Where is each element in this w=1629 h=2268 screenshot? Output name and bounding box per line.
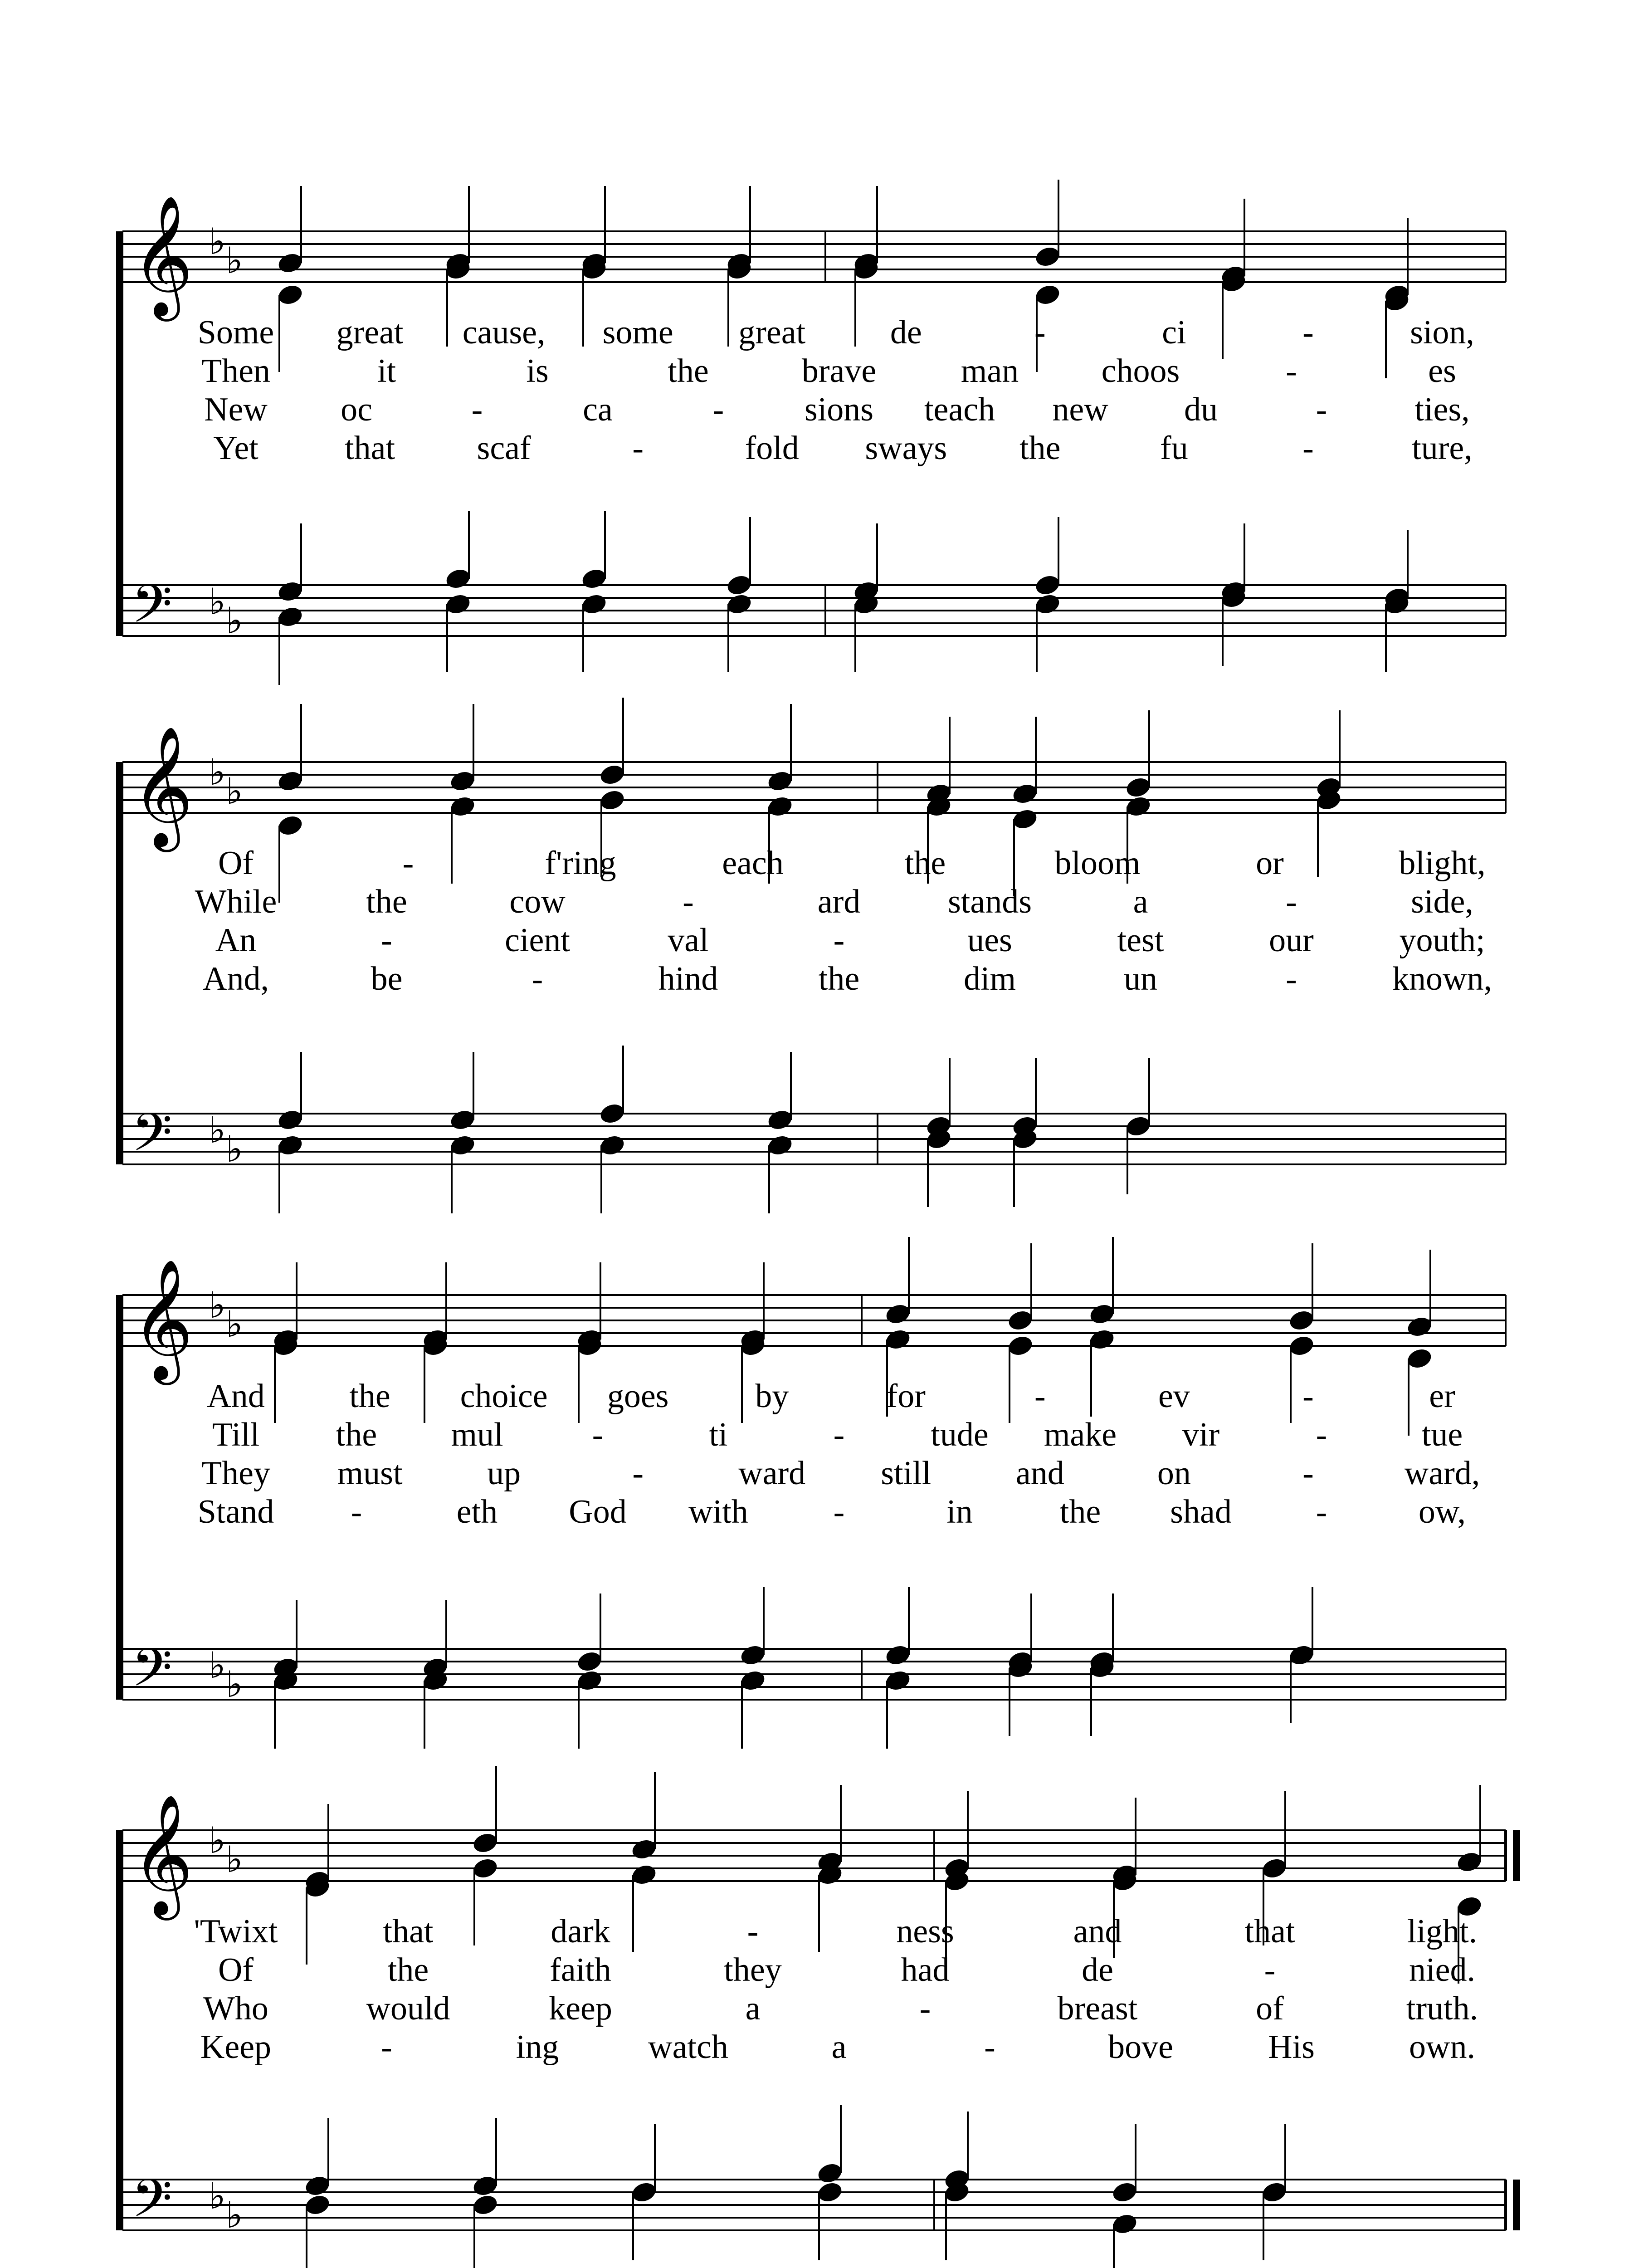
lyric-syllable: God — [569, 1493, 627, 1530]
note-head — [598, 1133, 626, 1157]
flat-icon: ♭ — [226, 600, 243, 642]
lyric-syllable: a — [831, 2028, 847, 2066]
lyric-syllable: would — [366, 1990, 450, 2027]
lyric-syllable: ow, — [1418, 1493, 1466, 1530]
lyric-syllable: - — [1302, 1455, 1314, 1492]
lyric-syllable: - — [1286, 960, 1297, 997]
lyric-syllable: ing — [516, 2028, 559, 2066]
lyric-syllable: keep — [549, 1990, 612, 2027]
note-head — [630, 2180, 658, 2204]
lyric-syllable: - — [351, 1493, 362, 1530]
lyric-syllable: - — [402, 845, 414, 882]
bass-clef-icon: 𝄢 — [132, 1637, 173, 1711]
lyric-syllable: f'ring — [545, 845, 616, 882]
lyric-syllable: tude — [931, 1416, 989, 1453]
lyric-syllable: shad — [1170, 1493, 1232, 1530]
lyric-syllable: - — [833, 1416, 845, 1453]
lyric-syllable: dark — [551, 1913, 610, 1950]
system-bracket — [116, 1830, 122, 2230]
lyric-syllable: - — [1264, 1951, 1276, 1989]
lyric-syllable: - — [1316, 1493, 1327, 1530]
lyric-syllable: dim — [963, 960, 1016, 997]
lyric-syllable: ward, — [1404, 1455, 1480, 1492]
lyric-syllable: scaf — [477, 430, 531, 467]
lyric-syllable: side, — [1411, 883, 1473, 920]
lyric-syllable: vir — [1182, 1416, 1220, 1453]
lyric-syllable: - — [1302, 430, 1314, 467]
note-head — [449, 794, 477, 818]
lyric-syllable: ci — [1162, 314, 1186, 351]
lyric-syllable: er — [1429, 1378, 1455, 1415]
note-head — [630, 1837, 658, 1861]
lyric-syllable: that — [383, 1913, 434, 1950]
lyric-syllable: cient — [505, 922, 570, 959]
note-head — [1034, 283, 1062, 307]
final-bar-line — [1513, 1830, 1520, 1881]
lyrics-layer — [194, 314, 1492, 2066]
lyric-syllable: fold — [745, 430, 799, 467]
system-bracket — [116, 1295, 122, 1700]
lyric-syllable: for — [886, 1378, 926, 1415]
lyric-syllable: the — [904, 845, 946, 882]
lyric-syllable: - — [381, 2028, 392, 2066]
lyric-syllable: choos — [1101, 352, 1180, 390]
lyric-syllable: ture, — [1412, 430, 1473, 467]
note-head — [303, 2174, 332, 2198]
note-head — [276, 813, 304, 837]
note-head — [1288, 1643, 1316, 1667]
lyric-syllable: cow — [509, 883, 566, 920]
flat-icon: ♭ — [209, 1819, 226, 1862]
treble-clef-icon: 𝄞 — [132, 1794, 193, 1915]
lyric-syllable: un — [1124, 960, 1157, 997]
lyric-syllable: New — [204, 391, 268, 428]
lyric-syllable: ev — [1158, 1378, 1190, 1415]
note-head — [576, 1649, 604, 1673]
lyric-syllable: breast — [1057, 1990, 1138, 2027]
system-3 — [116, 1237, 1506, 1749]
note-head — [884, 1643, 912, 1667]
lyric-syllable: is — [526, 352, 549, 390]
lyric-syllable: the — [336, 1416, 377, 1453]
lyric-syllable: own. — [1409, 2028, 1475, 2066]
lyric-syllable: brave — [801, 352, 877, 390]
lyric-syllable: or — [1256, 845, 1284, 882]
note-head — [884, 1327, 912, 1351]
music-notation — [116, 180, 1520, 2268]
lyric-syllable: had — [901, 1951, 950, 1989]
lyric-syllable: the — [1059, 1493, 1101, 1530]
lyric-syllable: - — [532, 960, 543, 997]
flat-icon: ♭ — [209, 1109, 226, 1151]
lyric-syllable: - — [683, 883, 694, 920]
note-head — [766, 769, 794, 793]
lyric-syllable: Yet — [213, 430, 258, 467]
note-head — [1011, 807, 1039, 831]
lyric-syllable: make — [1044, 1416, 1117, 1453]
note-head — [276, 283, 304, 307]
lyric-syllable: An — [215, 922, 257, 959]
note-head — [739, 1668, 767, 1692]
note-head — [449, 1108, 477, 1132]
treble-clef-icon: 𝄞 — [132, 1259, 193, 1380]
lyric-syllable: - — [1302, 1378, 1314, 1415]
lyric-syllable: - — [1316, 1416, 1327, 1453]
note-head — [598, 763, 626, 787]
lyric-syllable: nied. — [1409, 1951, 1475, 1989]
system-1 — [116, 180, 1506, 685]
note-head — [1011, 782, 1039, 806]
flat-icon: ♭ — [226, 1663, 243, 1706]
lyric-syllable: bove — [1108, 2028, 1173, 2066]
note-head — [580, 592, 608, 616]
note-head — [816, 2180, 844, 2204]
note-head — [580, 567, 608, 591]
lyric-syllable: the — [1019, 430, 1061, 467]
lyric-syllable: still — [881, 1455, 932, 1492]
lyric-syllable: up — [487, 1455, 521, 1492]
lyric-syllable: - — [712, 391, 724, 428]
note-head — [1405, 1346, 1434, 1370]
lyric-syllable: Some — [197, 314, 274, 351]
lyric-syllable: And — [207, 1378, 265, 1415]
note-head — [276, 1108, 304, 1132]
flat-icon: ♭ — [226, 1838, 243, 1881]
lyric-syllable: eth — [456, 1493, 498, 1530]
note-head — [1034, 592, 1062, 616]
note-head — [276, 769, 304, 793]
note-head — [1405, 1315, 1434, 1339]
note-head — [1288, 1308, 1316, 1332]
lyric-syllable: goes — [607, 1378, 669, 1415]
lyric-syllable: sions — [804, 391, 874, 428]
note-head — [276, 579, 304, 603]
bass-clef-icon: 𝄢 — [132, 574, 173, 648]
note-head — [303, 2193, 332, 2217]
lyric-syllable: And, — [203, 960, 269, 997]
note-head — [630, 1862, 658, 1887]
note-head — [444, 567, 472, 591]
lyric-syllable: light. — [1407, 1913, 1478, 1950]
lyric-syllable: - — [1034, 1378, 1046, 1415]
lyric-syllable: stands — [948, 883, 1032, 920]
flat-icon: ♭ — [209, 2175, 226, 2217]
note-head — [471, 2193, 499, 2217]
note-head — [766, 1108, 794, 1132]
lyric-syllable: man — [961, 352, 1019, 390]
note-head — [471, 1831, 499, 1855]
lyric-syllable: - — [833, 922, 845, 959]
note-head — [471, 1856, 499, 1880]
lyric-syllable: - — [1034, 314, 1046, 351]
note-head — [1006, 1308, 1034, 1332]
lyric-syllable: known, — [1392, 960, 1492, 997]
lyric-syllable: ness — [896, 1913, 954, 1950]
flat-icon: ♭ — [226, 240, 243, 282]
lyric-syllable: du — [1184, 391, 1218, 428]
lyric-syllable: the — [349, 1378, 390, 1415]
flat-icon: ♭ — [209, 581, 226, 623]
note-head — [276, 1133, 304, 1157]
note-head — [1088, 1327, 1116, 1351]
lyric-syllable: - — [471, 391, 483, 428]
note-head — [576, 1668, 604, 1692]
final-bar-line — [1513, 2180, 1520, 2230]
note-head — [1288, 1334, 1316, 1358]
lyric-syllable: that — [345, 430, 395, 467]
lyric-syllable: choice — [460, 1378, 548, 1415]
lyric-syllable: the — [387, 1951, 429, 1989]
lyric-syllable: oc — [341, 391, 372, 428]
flat-icon: ♭ — [226, 2194, 243, 2236]
lyric-syllable: - — [632, 430, 644, 467]
lyric-syllable: 'Twixt — [194, 1913, 278, 1950]
lyric-syllable: sways — [865, 430, 947, 467]
lyric-syllable: bloom — [1054, 845, 1141, 882]
note-head — [766, 1133, 794, 1157]
lyric-syllable: Stand — [197, 1493, 274, 1530]
flat-icon: ♭ — [226, 1128, 243, 1170]
lyric-syllable: faith — [550, 1951, 611, 1989]
note-head — [1111, 2180, 1139, 2204]
note-head — [1124, 1114, 1152, 1138]
flat-icon: ♭ — [209, 751, 226, 793]
lyric-syllable: in — [946, 1493, 973, 1530]
lyric-syllable: val — [668, 922, 709, 959]
lyric-syllable: - — [1316, 391, 1327, 428]
lyric-syllable: be — [371, 960, 403, 997]
lyric-syllable: They — [201, 1455, 271, 1492]
bass-clef-icon: 𝄢 — [132, 1102, 173, 1176]
note-head — [449, 1133, 477, 1157]
lyric-syllable: on — [1157, 1455, 1191, 1492]
lyric-syllable: cause, — [462, 314, 546, 351]
lyric-syllable: mul — [451, 1416, 503, 1453]
lyric-syllable: sion, — [1410, 314, 1474, 351]
note-head — [1088, 1302, 1116, 1326]
lyric-syllable: with — [688, 1493, 748, 1530]
lyric-syllable: of — [1256, 1990, 1284, 2027]
flat-icon: ♭ — [209, 1284, 226, 1326]
lyric-syllable: tue — [1421, 1416, 1463, 1453]
note-head — [739, 1643, 767, 1667]
note-head — [1034, 244, 1062, 269]
lyric-syllable: - — [1302, 314, 1314, 351]
lyric-syllable: Then — [201, 352, 271, 390]
lyric-syllable: de — [1082, 1951, 1113, 1989]
lyric-syllable: Of — [218, 845, 254, 882]
lyric-syllable: Keep — [200, 2028, 272, 2066]
treble-clef-icon: 𝄞 — [132, 195, 193, 316]
system-4 — [116, 1766, 1520, 2268]
flat-icon: ♭ — [226, 770, 243, 812]
note-head — [1006, 1334, 1034, 1358]
lyric-syllable: ca — [583, 391, 613, 428]
note-head — [725, 573, 753, 597]
note-head — [884, 1302, 912, 1326]
note-head — [471, 2174, 499, 2198]
lyric-syllable: and — [1073, 1913, 1122, 1950]
lyric-syllable: ard — [817, 883, 861, 920]
lyric-syllable: a — [1133, 883, 1148, 920]
note-head — [598, 1101, 626, 1125]
note-head — [449, 769, 477, 793]
lyric-syllable: ward — [738, 1455, 806, 1492]
bass-clef-icon: 𝄢 — [132, 2168, 173, 2242]
lyric-syllable: teach — [924, 391, 995, 428]
note-head — [598, 788, 626, 812]
note-head — [1124, 775, 1152, 799]
note-head — [1111, 2212, 1139, 2236]
treble-clef-icon: 𝄞 — [132, 726, 193, 847]
lyric-syllable: Of — [218, 1951, 254, 1989]
lyric-syllable: Till — [212, 1416, 260, 1453]
flat-icon: ♭ — [209, 1644, 226, 1686]
note-head — [276, 605, 304, 629]
lyric-syllable: each — [722, 845, 784, 882]
lyric-syllable: that — [1244, 1913, 1295, 1950]
lyric-syllable: new — [1052, 391, 1108, 428]
lyric-syllable: must — [337, 1455, 403, 1492]
lyric-syllable: fu — [1160, 430, 1188, 467]
lyric-syllable: - — [381, 922, 392, 959]
lyric-syllable: by — [755, 1378, 789, 1415]
note-head — [725, 592, 753, 616]
system-bracket — [116, 762, 122, 1164]
lyric-syllable: and — [1015, 1455, 1064, 1492]
note-head — [816, 2161, 844, 2185]
lyric-syllable: - — [984, 2028, 995, 2066]
note-head — [766, 794, 794, 818]
note-head — [444, 592, 472, 616]
note-head — [1455, 1850, 1483, 1874]
flat-icon: ♭ — [209, 220, 226, 263]
lyric-syllable: some — [602, 314, 673, 351]
lyric-syllable: While — [195, 883, 277, 920]
lyric-syllable: es — [1428, 352, 1456, 390]
lyric-syllable: hind — [658, 960, 718, 997]
lyric-syllable: the — [818, 960, 860, 997]
lyric-syllable: our — [1269, 922, 1314, 959]
note-head — [276, 251, 304, 275]
lyric-syllable: the — [366, 883, 407, 920]
lyric-syllable: truth. — [1406, 1990, 1478, 2027]
lyric-syllable: watch — [648, 2028, 728, 2066]
lyric-syllable: a — [745, 1990, 761, 2027]
note-head — [1260, 1856, 1288, 1880]
note-head — [1034, 573, 1062, 597]
lyric-syllable: de — [890, 314, 922, 351]
note-head — [1260, 2180, 1288, 2204]
lyric-syllable: - — [919, 1990, 931, 2027]
lyric-syllable: - — [1286, 352, 1297, 390]
lyric-syllable: - — [1286, 883, 1297, 920]
lyric-syllable: it — [377, 352, 396, 390]
lyric-syllable: ties, — [1414, 391, 1470, 428]
lyric-syllable: Who — [203, 1990, 268, 2027]
note-head — [884, 1668, 912, 1692]
lyric-syllable: - — [632, 1455, 644, 1492]
lyric-syllable: - — [592, 1416, 604, 1453]
lyric-syllable: they — [724, 1951, 782, 1989]
lyric-syllable: the — [668, 352, 709, 390]
note-head — [1124, 794, 1152, 818]
lyric-syllable: great — [336, 314, 404, 351]
lyric-syllable: - — [747, 1913, 759, 1950]
lyric-syllable: test — [1117, 922, 1164, 959]
lyric-syllable: - — [833, 1493, 845, 1530]
lyric-syllable: great — [738, 314, 806, 351]
lyric-syllable: ti — [709, 1416, 728, 1453]
system-bracket — [116, 231, 122, 636]
lyric-syllable: blight, — [1399, 845, 1486, 882]
lyric-syllable: youth; — [1399, 922, 1485, 959]
lyric-syllable: ues — [967, 922, 1012, 959]
flat-icon: ♭ — [226, 1303, 243, 1345]
lyric-syllable: His — [1268, 2028, 1315, 2066]
